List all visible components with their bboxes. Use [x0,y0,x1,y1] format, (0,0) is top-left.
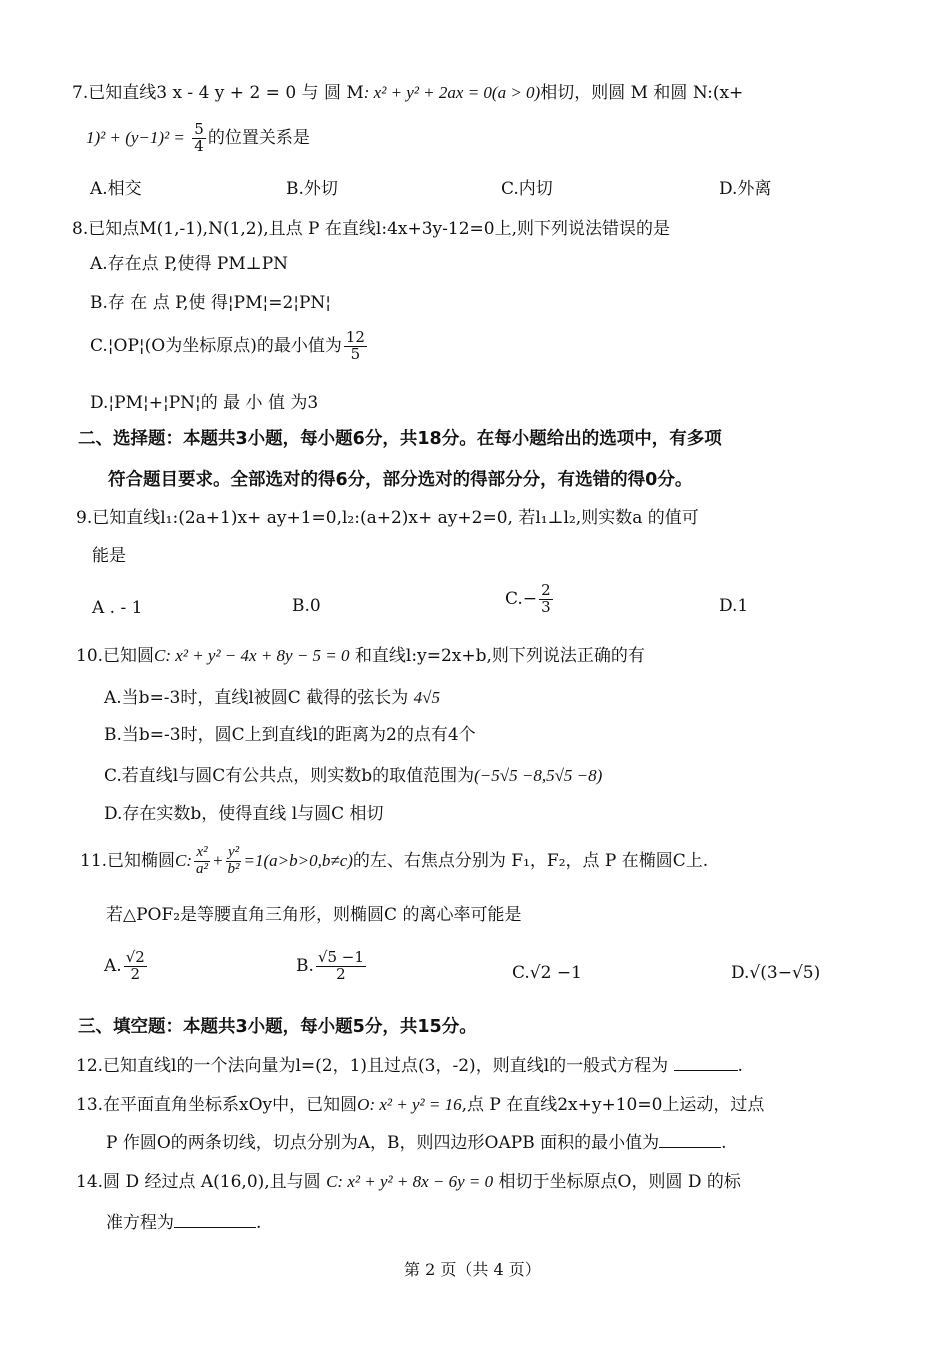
q10-stem-part2: 和直线l:y=2x+b,则下列说法正确的有 [354,646,645,666]
q11-b-num: √5 −1 [317,948,364,966]
q11-option-c: C.√2 −1 [512,963,582,983]
section2-heading-line2: 符合题目要求。全部选对的得6分，部分选对的得部分分，有选错的得0分。 [108,470,693,490]
q9-option-d: D.1 [719,596,749,616]
q14-line2 [106,1213,261,1232]
q12-answer-blank[interactable] [674,1056,738,1071]
q13-circle-equation: O: x² + y² = 16 [357,1095,462,1114]
q10-option-c-range: (−5√5 −8,5√5 −8) [474,766,603,785]
q14-stem-part2: 相切于坐标原点O，则圆 D 的标 [498,1172,741,1192]
q8-option-c [90,330,369,363]
q14-stem-part3: 准方程为 [106,1213,174,1233]
q9-stem: 9.已知直线l₁:(2a+1)x+ ay+1=0,l₂:(a+2)x+ ay+2=0, 若l₁⊥l₂,则实数a 的值可 [76,508,699,528]
q8-stem: 8.已知点M(1,-1),N(1,2),且点 P 在直线l:4x+3y-12=0上,则下列说法错误的是 [72,219,670,239]
q11-option-b-prefix: B. [296,955,314,976]
q9-frac-den: 3 [541,597,551,616]
q10-circle-equation: C: x² + y² − 4x + 8y − 5 = 0 [154,646,350,665]
q11-ellipse-label: C: [175,850,193,870]
q7-frac-num: 5 [194,120,204,138]
q14-end: . [256,1213,262,1233]
q7-stem-part1: 7.已知直线3 x - 4 y + 2 = 0 与 圆 M [72,83,364,103]
q11-b-den: 2 [336,964,346,983]
q11-option-a [104,950,149,983]
q7-stem-part2: 相切，则圆 M 和圆 N:(x+ [540,83,744,103]
q11-option-d: D.√(3−√5) [731,963,821,983]
q13-line1 [76,1096,764,1114]
q8-option-a: A.存在点 P,使得 PM⊥PN [90,254,289,274]
q11-option-b [296,950,368,983]
q11-option-a-prefix: A. [104,955,122,976]
q11-option-b-fraction [316,950,366,983]
q11-option-a-fraction [124,950,147,983]
q8-option-c-text: C.¦OP¦(O为坐标原点)的最小值为 [90,335,342,356]
q14-circle-equation: C: x² + y² + 8x − 6y = 0 [326,1172,494,1191]
q11-plus: + [212,850,224,870]
q11-stem-part1: 11.已知椭圆 [80,850,176,871]
q7-frac-den: 4 [194,136,204,155]
q13-stem-part3: P 作圆O的两条切线，切点分别为A，B，则四边形OAPB 面积的最小值为 [106,1133,660,1153]
q12-line [76,1056,743,1075]
q11-a2: a² [196,860,209,877]
q10-option-d: D.存在实数b，使得直线 l与圆C 相切 [104,804,384,824]
q11-y-fraction [226,845,242,878]
q9-option-c [505,583,555,616]
q7-option-b: B.外切 [286,179,338,199]
q12-end: . [737,1056,743,1076]
q10-option-b: B.当b=-3时，圆C上到直线l的距离为2的点有4个 [104,725,476,745]
q11-x-fraction [194,845,210,878]
q10-option-a-text: A.当b=-3时，直线l被圆C 截得的弦长为 [104,688,409,708]
q13-stem-part2: ,点 P 在直线2x+y+10=0上运动，过点 [461,1095,765,1115]
q11-stem-part2: 的左、右焦点分别为 F₁，F₂，点 P 在椭圆C上. [352,850,709,871]
page-footer: 第 2 页（共 4 页） [404,1260,541,1279]
q14-stem-part1: 14.圆 D 经过点 A(16,0),且与圆 [76,1172,321,1192]
q7-option-a: A.相交 [90,179,142,199]
q11-stem [80,845,708,878]
q9-option-b: B.0 [292,596,321,616]
q8-option-d: D.¦PM¦+¦PN¦的 最 小 值 为3 [90,393,319,413]
q11-a-num: √2 [125,948,145,966]
q10-option-a [104,689,440,707]
q13-stem-part1: 13.在平面直角坐标系xOy中，已知圆 [76,1095,358,1115]
q10-stem [76,647,645,665]
q11-b2: b² [227,860,240,877]
q13-end: . [721,1133,727,1153]
q7-fraction [192,122,206,155]
q14-answer-blank[interactable] [174,1213,256,1228]
q10-stem-part1: 10.已知圆 [76,646,155,666]
q8-frac-num: 12 [345,328,365,346]
q9-frac-num: 2 [541,581,551,599]
q7-stem-part3: 的位置关系是 [207,127,310,148]
q11-stem2: 若△POF₂是等腰直角三角形，则椭圆C 的离心率可能是 [106,905,522,925]
q8-option-b: B.存 在 点 P,使 得¦PM¦=2¦PN¦ [90,293,332,313]
q11-a-den: 2 [130,964,141,983]
q14-line1 [76,1173,741,1191]
q13-line2 [106,1133,727,1152]
q11-x2: x² [196,844,208,860]
q9-option-a: A . - 1 [92,598,143,618]
q11-y2: y² [227,844,240,860]
q9-stem2: 能是 [92,546,126,566]
section2-heading-line1: 二、选择题：本题共3小题，每小题6分，共18分。在每小题给出的选项中，有多项 [78,429,722,449]
q7-circle-n-equation: 1)² + (y−1)² = [86,127,185,147]
q12-text: 12.已知直线l的一个法向量为l=(2，1)且过点(3，-2)，则直线l的一般式方程为 [76,1056,669,1076]
q7-line1 [72,84,743,102]
q13-answer-blank[interactable] [659,1133,721,1148]
q10-option-c [104,767,602,785]
q7-line2 [86,122,310,155]
q9-option-c-prefix: C.− [505,588,538,609]
q9-option-c-fraction [539,583,553,616]
q7-option-c: C.内切 [501,179,553,199]
q7-circle-m-equation: : x² + y² + 2ax = 0(a > 0) [363,83,541,102]
q7-option-d: D.外离 [719,179,772,199]
q8-option-c-fraction [344,330,367,363]
q10-option-a-value: 4√5 [413,688,440,707]
q11-condition: =1(a>b>0,b≠c) [243,850,353,870]
q8-frac-den: 5 [350,344,361,363]
section3-heading: 三、填空题：本题共3小题，每小题5分，共15分。 [78,1017,477,1037]
q10-option-c-text: C.若直线l与圆C有公共点，则实数b的取值范围为 [104,766,475,786]
